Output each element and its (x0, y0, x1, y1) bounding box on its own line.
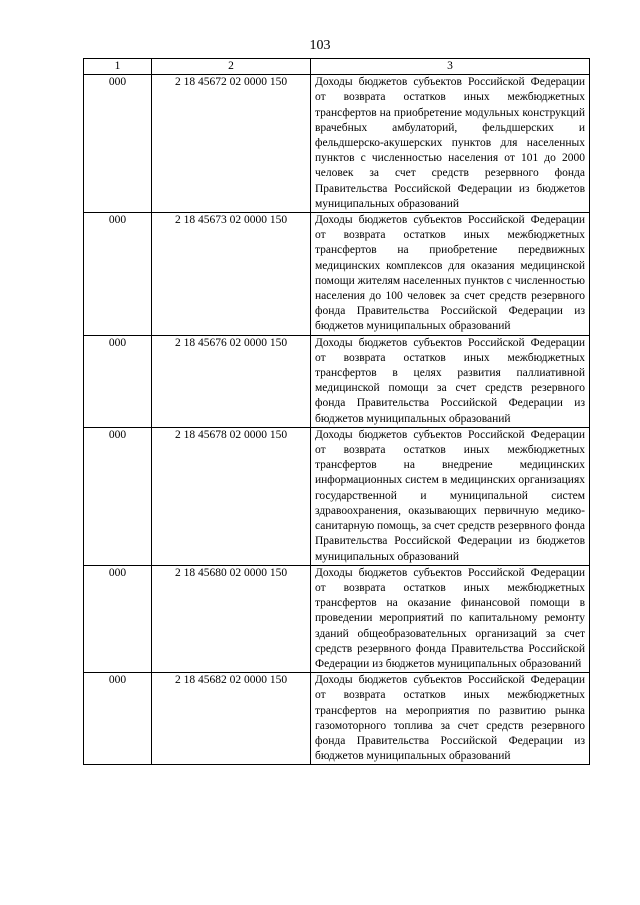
column-header-3: 3 (311, 59, 590, 75)
classification-code-cell: 2 18 45682 02 0000 150 (152, 673, 311, 765)
revenue-description-cell: Доходы бюджетов субъектов Российской Федерации от возврата остатков иных межбюджетных трансфертов на мероприятия по развитию рынка газомоторного топлива за счет средств резервного фонда Правительства Российской Федерации из бюджетов муниципальных образований (311, 673, 590, 765)
table-row (84, 213, 590, 336)
table-row (84, 335, 590, 427)
admin-code-cell: 000 (84, 427, 152, 565)
classification-code-cell: 2 18 45676 02 0000 150 (152, 335, 311, 427)
budget-classification-table (83, 58, 590, 765)
admin-code-cell: 000 (84, 335, 152, 427)
revenue-description-cell: Доходы бюджетов субъектов Российской Федерации от возврата остатков иных межбюджетных трансфертов в целях развития паллиативной медицинской помощи за счет средств резервного фонда Правительства Российской Федерации из бюджетов муниципальных образований (311, 335, 590, 427)
classification-code-cell: 2 18 45680 02 0000 150 (152, 565, 311, 672)
page-number: 103 (309, 38, 331, 53)
admin-code-cell: 000 (84, 75, 152, 213)
column-header-1: 1 (84, 59, 152, 75)
revenue-description-cell: Доходы бюджетов субъектов Российской Федерации от возврата остатков иных межбюджетных трансфертов на приобретение передвижных медицинских комплексов для оказания медицинской помощи жителям населенных пунктов с численностью населения до 100 человек за счет средств резервного фонда Правительства Российской Федерации из бюджетов муниципальных образований (311, 213, 590, 336)
table-header-row (84, 59, 590, 75)
table-row (84, 565, 590, 672)
admin-code-cell: 000 (84, 565, 152, 672)
classification-code-cell: 2 18 45678 02 0000 150 (152, 427, 311, 565)
table-row (84, 75, 590, 213)
classification-code-cell: 2 18 45672 02 0000 150 (152, 75, 311, 213)
classification-code-cell: 2 18 45673 02 0000 150 (152, 213, 311, 336)
admin-code-cell: 000 (84, 213, 152, 336)
revenue-description-cell: Доходы бюджетов субъектов Российской Федерации от возврата остатков иных межбюджетных трансфертов на приобретение модульных конструкций врачебных амбулаторий, фельдшерских и фельдшерско-акушерских пунктов для населенных пунктов с численностью населения от 101 до 2000 человек за счет средств резервного фонда Правительства Российской Федерации из бюджетов муниципальных образований (311, 75, 590, 213)
revenue-description-cell: Доходы бюджетов субъектов Российской Федерации от возврата остатков иных межбюджетных трансфертов на оказание финансовой помощи в проведении мероприятий по капитальному ремонту зданий общеобразовательных организаций за счет средств резервного фонда Правительства Российской Федерации из бюджетов муниципальных образований (311, 565, 590, 672)
revenue-description-cell: Доходы бюджетов субъектов Российской Федерации от возврата остатков иных межбюджетных трансфертов на внедрение медицинских информационных систем в медицинских организациях государственной и муниципальной систем здравоохранения, оказывающих первичную медико-санитарную помощь, за счет средств резервного фонда Правительства Российской Федерации из бюджетов муниципальных образований (311, 427, 590, 565)
table-row (84, 673, 590, 765)
admin-code-cell: 000 (84, 673, 152, 765)
column-header-2: 2 (152, 59, 311, 75)
table-row (84, 427, 590, 565)
